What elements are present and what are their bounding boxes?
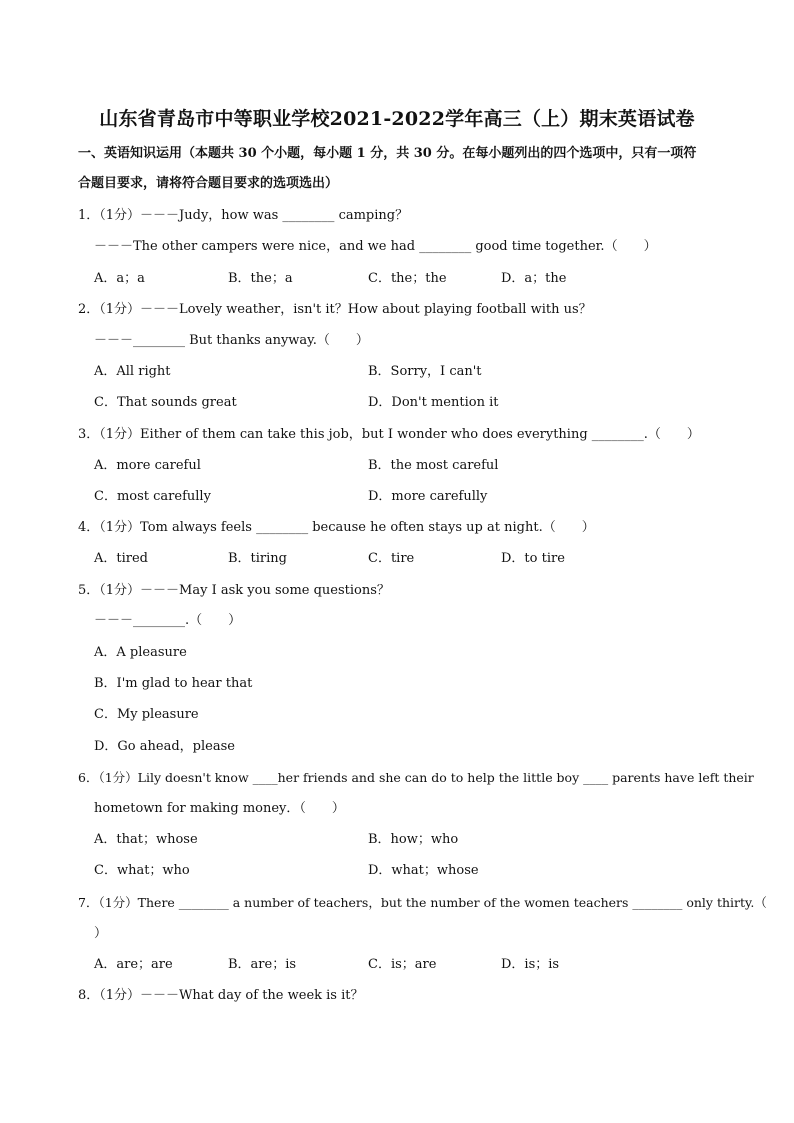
question-1-option-d: D．a；the	[501, 271, 567, 286]
question-6-option-d: D．what；whose	[368, 863, 479, 878]
question-7-option-b: B．are；is	[228, 957, 297, 972]
question-1-option-a: A．a；a	[94, 271, 145, 286]
section-line-2: 合题目要求，请将符合题目要求的选项选出）	[78, 176, 339, 191]
question-4-stem: 4．（1分）Tom always feels ________ because he often stays up at night.（ ）	[78, 520, 595, 535]
question-7-option-c: C．is；are	[368, 957, 437, 972]
question-1-stem: 1．（1分）－－－Judy，how was ________ camping？	[78, 208, 409, 223]
question-6-stem: 6．（1分）Lily doesn't know ____her friends and she can do to help the little boy ____ parents have left their	[78, 770, 754, 785]
question-5-stem: 5．（1分）－－－May I ask you some questions？	[78, 583, 390, 598]
question-5-response: －－－________.（ ）	[94, 613, 242, 628]
question-1-option-b: B．the；a	[228, 271, 293, 286]
question-3-option-d: D．more carefully	[368, 489, 488, 504]
question-4-option-d: D．to tire	[501, 551, 565, 566]
question-2-option-d: D．Don't mention it	[368, 395, 499, 410]
question-6-option-a: A．that；whose	[94, 832, 198, 847]
question-2-response: －－－________ But thanks anyway.（ ）	[94, 333, 369, 348]
question-5-option-a: A．A pleasure	[94, 645, 187, 660]
question-3-option-a: A．more careful	[94, 458, 201, 473]
question-3-option-b: B．the most careful	[368, 458, 499, 473]
question-7-option-a: A．are；are	[94, 957, 173, 972]
page-title: 山东省青岛市中等职业学校2021-2022学年高三（上）期末英语试卷	[99, 108, 695, 130]
question-7-option-d: D．is；is	[501, 957, 560, 972]
question-5-option-b: B．I'm glad to hear that	[94, 676, 253, 691]
question-5-option-c: C．My pleasure	[94, 707, 199, 722]
question-4-option-c: C．tire	[368, 551, 415, 566]
question-2-stem: 2．（1分）－－－Lovely weather，isn't it？How about playing football with us？	[78, 302, 592, 317]
question-2-option-b: B．Sorry，I can't	[368, 364, 482, 379]
question-3-option-c: C．most carefully	[94, 489, 211, 504]
question-5-option-d: D．Go ahead，please	[94, 739, 235, 754]
question-6-option-c: C．what；who	[94, 863, 190, 878]
question-7-stem-cont: ）	[94, 926, 108, 941]
question-2-option-c: C．That sounds great	[94, 395, 237, 410]
question-4-option-b: B．tiring	[228, 551, 288, 566]
question-2-option-a: A．All right	[94, 364, 171, 379]
section-instructions	[78, 139, 728, 199]
question-8-stem: 8．（1分）－－－What day of the week is it？	[78, 988, 364, 1003]
question-3-stem: 3．（1分）Either of them can take this job，but I wonder who does everything ________.（ ）	[78, 427, 700, 442]
question-4-option-a: A．tired	[94, 551, 148, 566]
question-6-option-b: B．how；who	[368, 832, 459, 847]
question-6-stem-cont: hometown for making money．（ ）	[94, 801, 345, 816]
question-1-option-c: C．the；the	[368, 271, 447, 286]
section-line-1: 一、英语知识运用（本题共 30 个小题，每小题 1 分，共 30 分。在每小题列出的四个选项中，只有一项符	[78, 146, 697, 161]
question-1-response: －－－The other campers were nice，and we had ________ good time together.（ ）	[94, 239, 657, 254]
question-7-stem: 7．（1分）There ________ a number of teachers，but the number of the women teachers ________ only thirty.（	[78, 895, 767, 910]
